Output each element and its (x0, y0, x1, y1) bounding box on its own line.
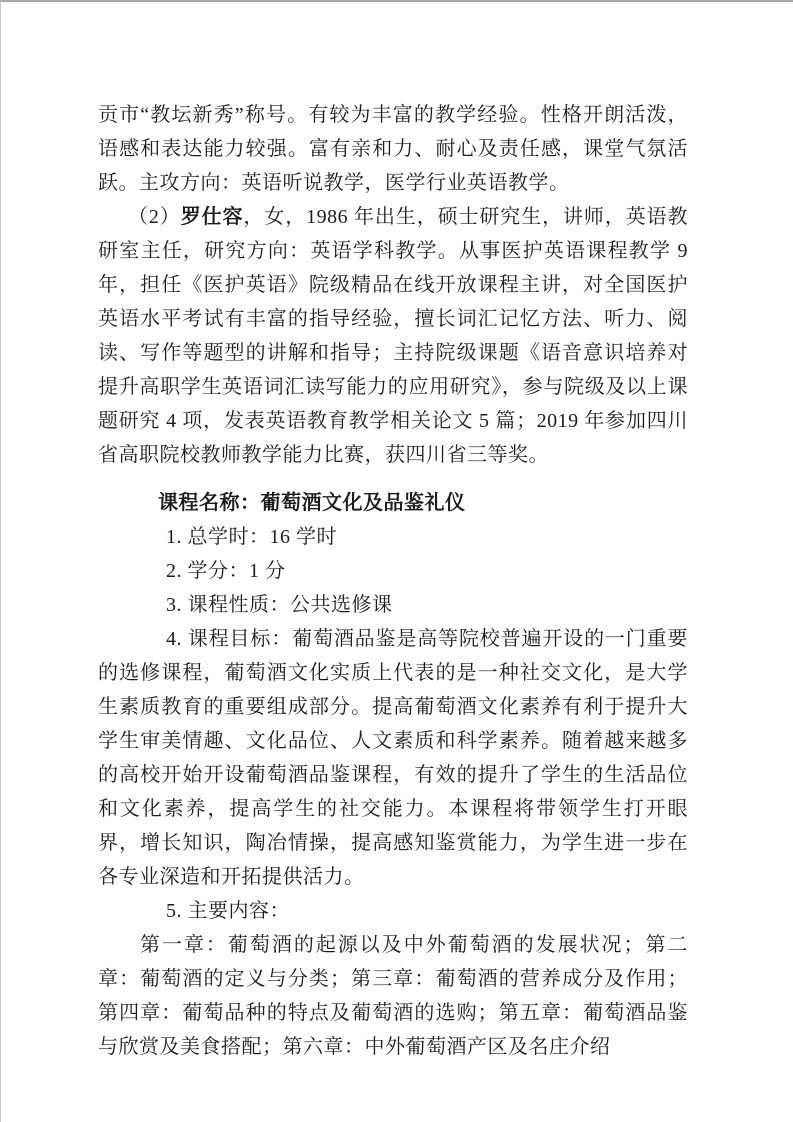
continuation-paragraph: 贡市“教坛新秀”称号。有较为丰富的教学经验。性格开朗活泼，语感和表达能力较强。富有亲和力、耐心及责任感，课堂气氛活跃。主攻方向：英语听说教学，医学行业英语教学。 (98, 104, 688, 194)
teacher-bio-prefix: （2） (128, 206, 181, 228)
course-chapters-paragraph: 第一章：葡萄酒的起源以及中外葡萄酒的发展状况；第二章：葡萄酒的定义与分类；第三章：葡萄酒的营养成分及作用；第四章：葡萄品种的特点及葡萄酒的选购；第五章：葡萄酒品鉴与欣赏及美食搭配；第六章：中外葡萄酒产区及名庄介绍 (98, 934, 688, 1058)
course-type-item: 3. 课程性质：公共选修课 (166, 594, 393, 616)
teacher-name: 罗仕容 (180, 206, 244, 228)
course-main-content-label: 5. 主要内容： (166, 900, 290, 922)
course-credit-item: 2. 学分：1 分 (166, 560, 286, 582)
page-content (98, 2, 688, 1064)
course-hours-item: 1. 总学时：16 学时 (166, 526, 337, 548)
course-name-heading: 课程名称：葡萄酒文化及品鉴礼仪 (158, 492, 466, 514)
teacher-bio-text: ，女，1986 年出生，硕士研究生，讲师，英语教研室主任，研究方向：英语学科教学。从事医护英语课程教学 9 年，担任《医护英语》院级精品在线开放课程主讲，对全国医护英语水平考试有丰富的指导经验，擅长词汇记忆方法、听力、阅读、写作等题型的讲解和指导；主持院级课题《语音意识培养对提升高职学生英语词汇读写能力的应用研究》，参与院级及以上课题研究 4 项，发表英语教育教学相关论文 5 篇；2019 年参加四川省高职院校教师教学能力比赛，获四川省三等奖。 (98, 206, 689, 466)
teacher-bio-paragraph (98, 200, 688, 472)
course-objective-paragraph: 4. 课程目标：葡萄酒品鉴是高等院校普遍开设的一门重要的选修课程，葡萄酒文化实质上代表的是一种社交文化，是大学生素质教育的重要组成部分。提高葡萄酒文化素养有利于提升大学生审美情趣、文化品位、人文素质和科学素养。随着越来越多的高校开始开设葡萄酒品鉴课程，有效的提升了学生的生活品位和文化素养，提高学生的社交能力。本课程将带领学生打开眼界，增长知识，陶冶情操，提高感知鉴赏能力，为学生进一步在各专业深造和开拓提供活力。 (98, 628, 688, 888)
